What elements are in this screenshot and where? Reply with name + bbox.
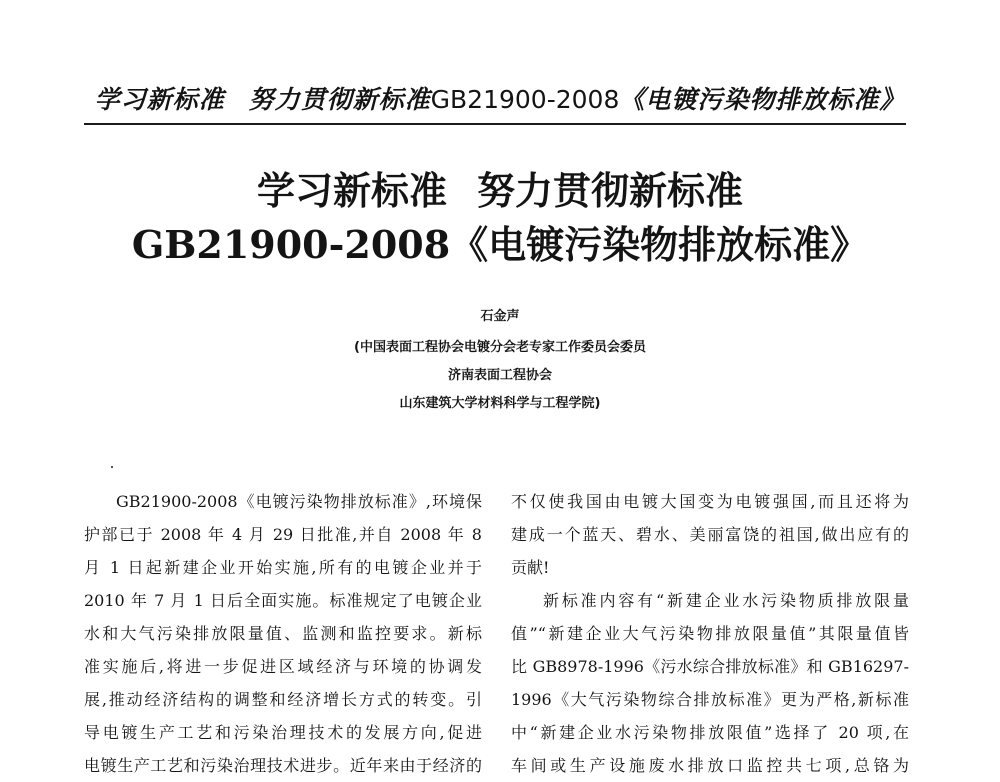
body-text-line: 2010 年 7 月 1 日后全面实施。标准规定了电镀企业 <box>84 591 482 610</box>
running-header-part3: 《电镀污染物排放标准》 <box>619 85 906 114</box>
title-line1-part2: 努力贯彻新标准 <box>477 168 744 213</box>
body-text-line: 护部已于 2008 年 4 月 29 日批准,并自 2008 年 8 <box>84 525 482 544</box>
author-name: 石金声 <box>480 309 520 324</box>
body-text-line: 新标准内容有“新建企业水污染物质排放限量 <box>543 591 909 610</box>
body-text-line: 车间或生产设施废水排放口监控共七项,总铬为 <box>511 756 909 775</box>
title-line1-part1: 学习新标准 <box>256 168 447 213</box>
affiliation-line: (中国表面工程协会电镀分会老专家工作委员会委员 <box>354 340 646 355</box>
body-text-line: 1996《大气污染物综合排放标准》更为严格,新标准 <box>511 690 909 709</box>
body-column-right <box>511 485 909 782</box>
header-rule <box>84 123 906 125</box>
body-text-line: 展,推动经济结构的调整和经济增长方式的转变。引 <box>84 690 482 709</box>
body-text-line: 值”“新建企业大气污染物排放限量值”其限量值皆 <box>511 624 909 643</box>
article-title-line-1 <box>0 167 1000 215</box>
print-speck <box>111 466 113 468</box>
affiliation-line: 山东建筑大学材料科学与工程学院) <box>399 396 601 411</box>
body-text-line: 水和大气污染排放限量值、监测和监控要求。新标 <box>84 624 482 643</box>
body-text-line: 比 GB8978-1996《污水综合排放标准》和 GB16297- <box>511 657 909 676</box>
body-column-left <box>84 485 482 782</box>
body-text-line: 准实施后,将进一步促进区域经济与环境的协调发 <box>84 657 482 676</box>
article-title-line-2: GB21900-2008《电镀污染物排放标准》 <box>131 222 869 267</box>
body-text-line: 月 1 日起新建企业开始实施,所有的电镀企业并于 <box>84 558 482 577</box>
body-text-line: 中“新建企业水污染物排放限值”选择了 20 项,在 <box>511 723 909 742</box>
running-header <box>0 80 1000 116</box>
affiliation-line: 济南表面工程协会 <box>447 368 552 383</box>
running-header-code: GB21900-2008 <box>430 85 620 114</box>
body-text-line: 导电镀生产工艺和污染治理技术的发展方向,促进 <box>84 723 482 742</box>
body-text-line: 不仅使我国由电镀大国变为电镀强国,而且还将为 <box>511 492 909 511</box>
body-text-line: 贡献! <box>511 558 550 577</box>
running-header-part2: 努力贯彻新标准 <box>248 85 431 114</box>
body-text-line: 建成一个蓝天、碧水、美丽富饶的祖国,做出应有的 <box>511 525 909 544</box>
running-header-part1: 学习新标准 <box>94 85 225 114</box>
body-text-line: 电镀生产工艺和污染治理技术进步。近年来由于经济的 <box>84 756 482 775</box>
body-text-line: GB21900-2008《电镀污染物排放标准》,环境保 <box>116 492 482 511</box>
